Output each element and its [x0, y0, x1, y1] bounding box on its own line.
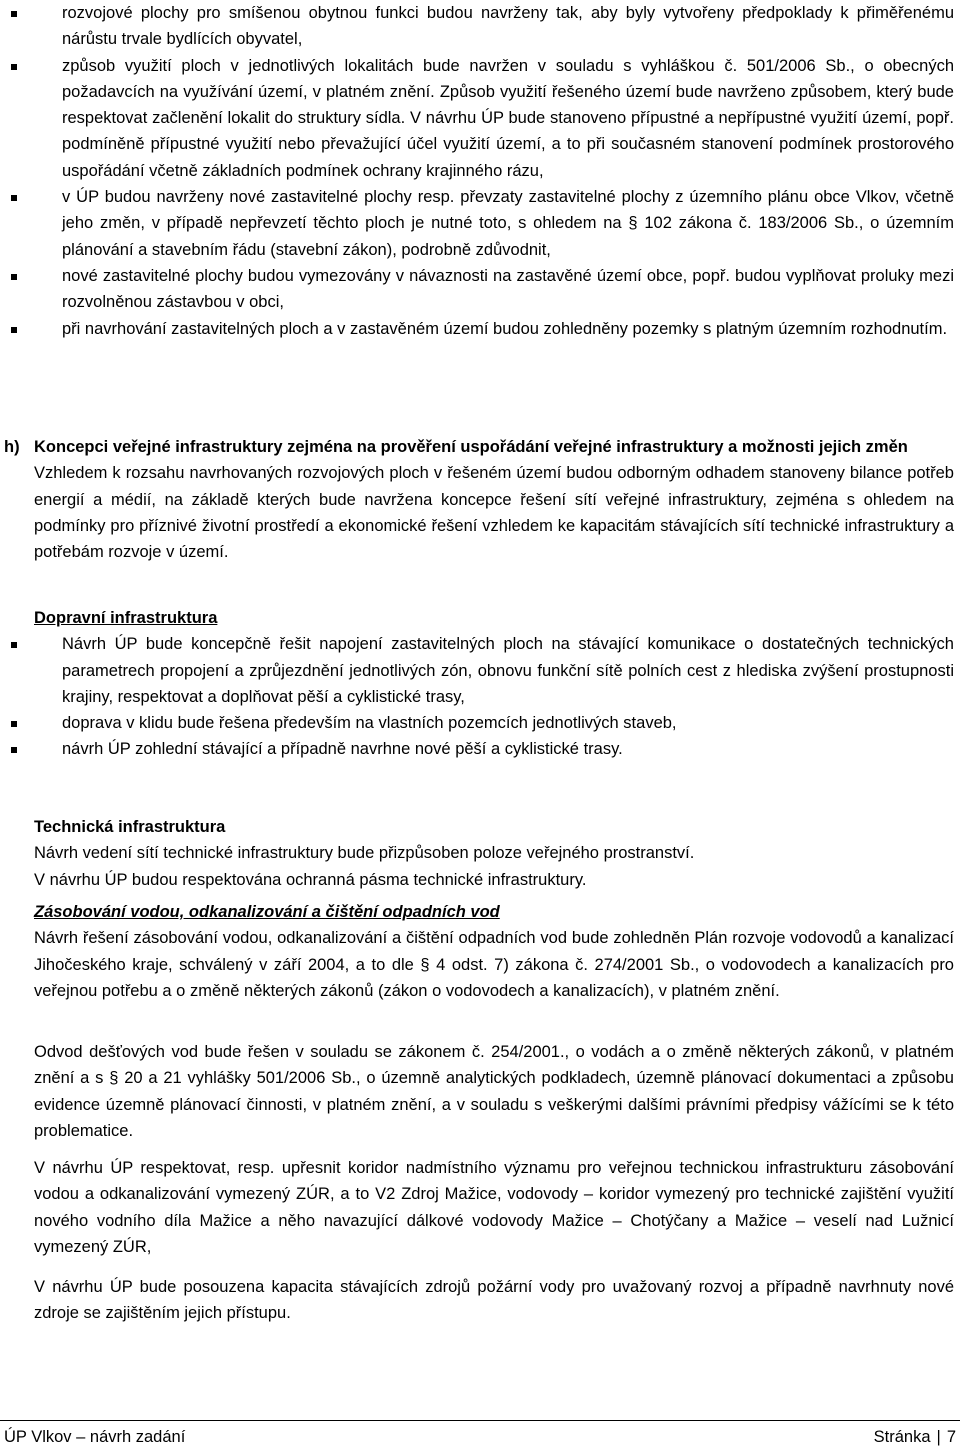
list-item: nové zastavitelné plochy budou vymezovány v návaznosti na zastavěné území obce, popř. budou vyplňovat proluky mezi rozvolněnou zástavbou v obci, — [62, 263, 954, 316]
technicka-line: V návrhu ÚP budou respektována ochranná pásma technické infrastruktury. — [34, 870, 587, 889]
list-item: návrh ÚP zohlední stávající a případně navrhne nové pěší a cyklistické trasy. — [62, 736, 954, 762]
voda-paragraph: Návrh řešení zásobování vodou, odkanalizování a čištění odpadních vod bude zohledněn Plán rozvoje vodovodů a kanalizací Jihočeského kraje, schválený v září 2004, a to dle § 4 odst. 7) zákona č. 274/2001 Sb., o vodovodech a kanalizacích pro veřejnou potřebu a o změně některých zákonů (zákon o vodovodech a kanalizacích), v platném znění. — [34, 929, 954, 1000]
technicka-heading: Technická infrastruktura — [34, 818, 226, 836]
top-bullet-section — [0, 0, 960, 342]
dopravni-list — [0, 631, 960, 762]
list-item: rozvojové plochy pro smíšenou obytnou funkci budou navrženy tak, aby byly vytvořeny předpoklady k přiměřenému nárůstu trvale bydlících obyvatel, — [62, 0, 954, 53]
top-bullet-list — [0, 0, 960, 342]
section-letter: h) — [4, 438, 20, 456]
list-item: při navrhování zastavitelných ploch a v zastavěném území budou zohledněny pozemky s platným územním rozhodnutím. — [62, 316, 954, 342]
page-label: Stránka — [873, 1428, 931, 1446]
section-title: Koncepci veřejné infrastruktury zejména na prověření uspořádání veřejné infrastruktury a možnosti jejich změn — [34, 438, 908, 456]
voda-paragraph-block — [0, 1039, 960, 1144]
footer-separator: | — [936, 1428, 941, 1446]
voda-paragraph-block — [0, 1274, 960, 1327]
voda-paragraph-block — [0, 1155, 960, 1260]
footer-page-info — [874, 1424, 956, 1450]
list-item: Návrh ÚP bude koncepčně řešit napojení zastavitelných ploch na stávající komunikace o dostatečných technických parametrech propojení a zprůjezdnění jednotlivých zón, obnovu funkční sítě polních cest z hlediska zvýšení prostupnosti krajiny, respektovat a doplňovat pěší a cyklistické trasy, — [62, 631, 954, 710]
voda-paragraph: V návrhu ÚP bude posouzena kapacita stávajících zdrojů požární vody pro uvažovaný rozvoj a případně navrhnuty nové zdroje se zajištěním jejich přístupu. — [34, 1278, 954, 1323]
page-footer — [0, 1416, 960, 1448]
technicka-line: Návrh vedení sítí technické infrastruktury bude přizpůsoben poloze veřejného prostranství. — [34, 844, 695, 863]
list-item: způsob využití ploch v jednotlivých lokalitách bude navržen v souladu s vyhláškou č. 501/2006 Sb., o obecných požadavcích na využívání území, v platném znění. Způsob využití řešeného území bude navrženo způsobem, který bude respektovat začlenění lokalit do struktury sídla. V návrhu ÚP bude stanoveno přípustné a nepřípustné využití území, popř. podmíněně přípustné využití nebo převažující účel využití území, a to při současném stanovení podmínek prostorového uspořádání včetně základních podmínek ochrany krajinného rázu, — [62, 53, 954, 184]
list-item: v ÚP budou navrženy nové zastavitelné plochy resp. převzaty zastavitelné plochy z územního plánu obce Vlkov, včetně jeho změn, v případě nepřevzetí těchto ploch je nutné toto, s ohledem na § 102 zákona č. 183/2006 Sb., o územním plánování a stavebním řádu (stavební zákon), podrobně zdůvodnit, — [62, 184, 954, 263]
footer-doc-title: ÚP Vlkov – návrh zadání — [4, 1428, 186, 1446]
list-item: doprava v klidu bude řešena především na vlastních pozemcích jednotlivých staveb, — [62, 710, 954, 736]
footer-divider — [0, 1420, 960, 1421]
technicka-section — [0, 814, 960, 893]
section-h — [0, 434, 960, 565]
page-number: 7 — [946, 1428, 956, 1446]
dopravni-heading: Dopravní infrastruktura — [34, 609, 218, 627]
section-intro: Vzhledem k rozsahu navrhovaných rozvojových ploch v řešeném území budou odborným odhadem stanoveny bilance potřeb energií a médií, na základě kterých bude navržena koncepce řešení sítí veřejné infrastruktury, zejména s ohledem na podmínky pro příznivé životní prostředí a ekonomické řešení vzhledem ke kapacitám stávajících sítí technické infrastruktury a potřebám rozvoje v území. — [34, 464, 954, 562]
voda-section — [0, 899, 960, 1004]
voda-paragraph: V návrhu ÚP respektovat, resp. upřesnit koridor nadmístního významu pro veřejnou technickou infrastrukturu zásobování vodou a odkanalizování vymezený ZÚR, a to V2 Zdroj Mažice, vodovody – koridor vymezený pro technické zajištění využití nového vodního díla Mažice a něho navazující dálkové vodovody Mažice – Chotýčany a Mažice – veselí nad Lužnicí vymezený ZÚR, — [34, 1159, 954, 1256]
voda-paragraph: Odvod dešťových vod bude řešen v souladu se zákonem č. 254/2001., o vodách a o změně některých zákonů, v platném znění a s § 20 a 21 vyhlášky 501/2006 Sb., o územně analytických podkladech, územně plánovací dokumentaci a způsobu evidence územně plánovací činnosti, v platném znění, a v souladu s veškerými dalšími právními předpisy vážícími se k této problematice. — [34, 1043, 954, 1140]
voda-heading: Zásobování vodou, odkanalizování a čištění odpadních vod — [34, 903, 500, 921]
dopravni-section — [0, 605, 960, 763]
